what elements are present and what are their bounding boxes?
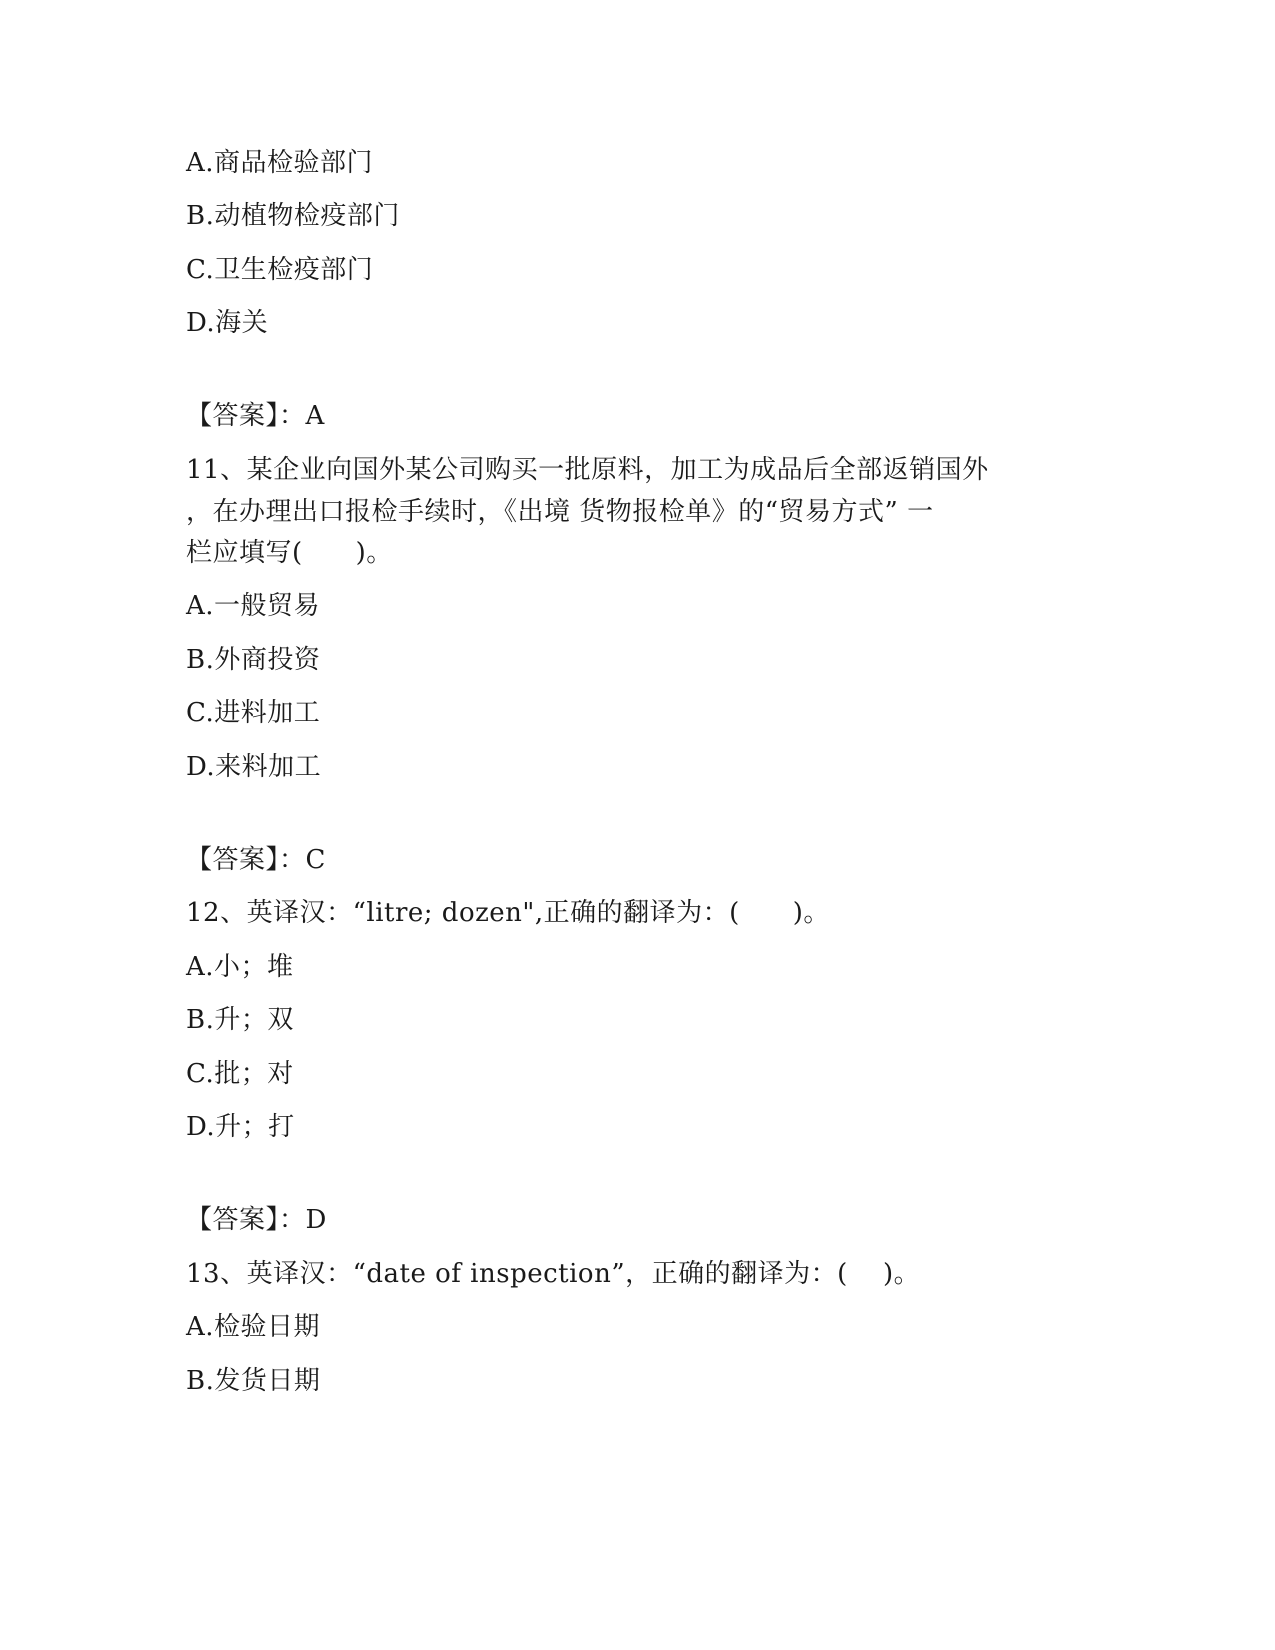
q12-option-d: D.升；打 bbox=[186, 1112, 295, 1142]
q12-answer: 【答案】：D bbox=[186, 1205, 327, 1235]
q10-option-a: A.商品检验部门 bbox=[186, 148, 374, 178]
q13-option-a: A.检验日期 bbox=[186, 1312, 321, 1342]
q13-option-b: B.发货日期 bbox=[186, 1366, 321, 1396]
q11-option-b: B.外商投资 bbox=[186, 645, 321, 675]
q11-stem-line-2: ，在办理出口报检手续时，《出境 货物报检单》的“贸易方式” 一 bbox=[186, 497, 934, 527]
q11-option-a: A.一般贸易 bbox=[186, 591, 321, 621]
q12-option-c: C.批；对 bbox=[186, 1059, 294, 1089]
q12-option-b: B.升；双 bbox=[186, 1005, 294, 1035]
q10-option-b: B.动植物检疫部门 bbox=[186, 201, 400, 231]
q13-stem: 13、英译汉：“date of inspection”，正确的翻译为：( )。 bbox=[186, 1259, 921, 1289]
q10-option-d: D.海关 bbox=[186, 308, 269, 338]
q11-option-d: D.来料加工 bbox=[186, 752, 322, 782]
q11-stem-line-1: 11、某企业向国外某公司购买一批原料，加工为成品后全部返销国外 bbox=[186, 455, 989, 485]
q12-stem: 12、英译汉：“litre; dozen",正确的翻译为：( )。 bbox=[186, 898, 830, 928]
q10-answer: 【答案】：A bbox=[186, 401, 325, 431]
q10-option-c: C.卫生检疫部门 bbox=[186, 255, 374, 285]
q11-answer: 【答案】：C bbox=[186, 845, 326, 875]
q11-stem-line-3: 栏应填写( )。 bbox=[186, 538, 393, 568]
q11-option-c: C.进料加工 bbox=[186, 698, 321, 728]
q12-option-a: A.小；堆 bbox=[186, 952, 294, 982]
